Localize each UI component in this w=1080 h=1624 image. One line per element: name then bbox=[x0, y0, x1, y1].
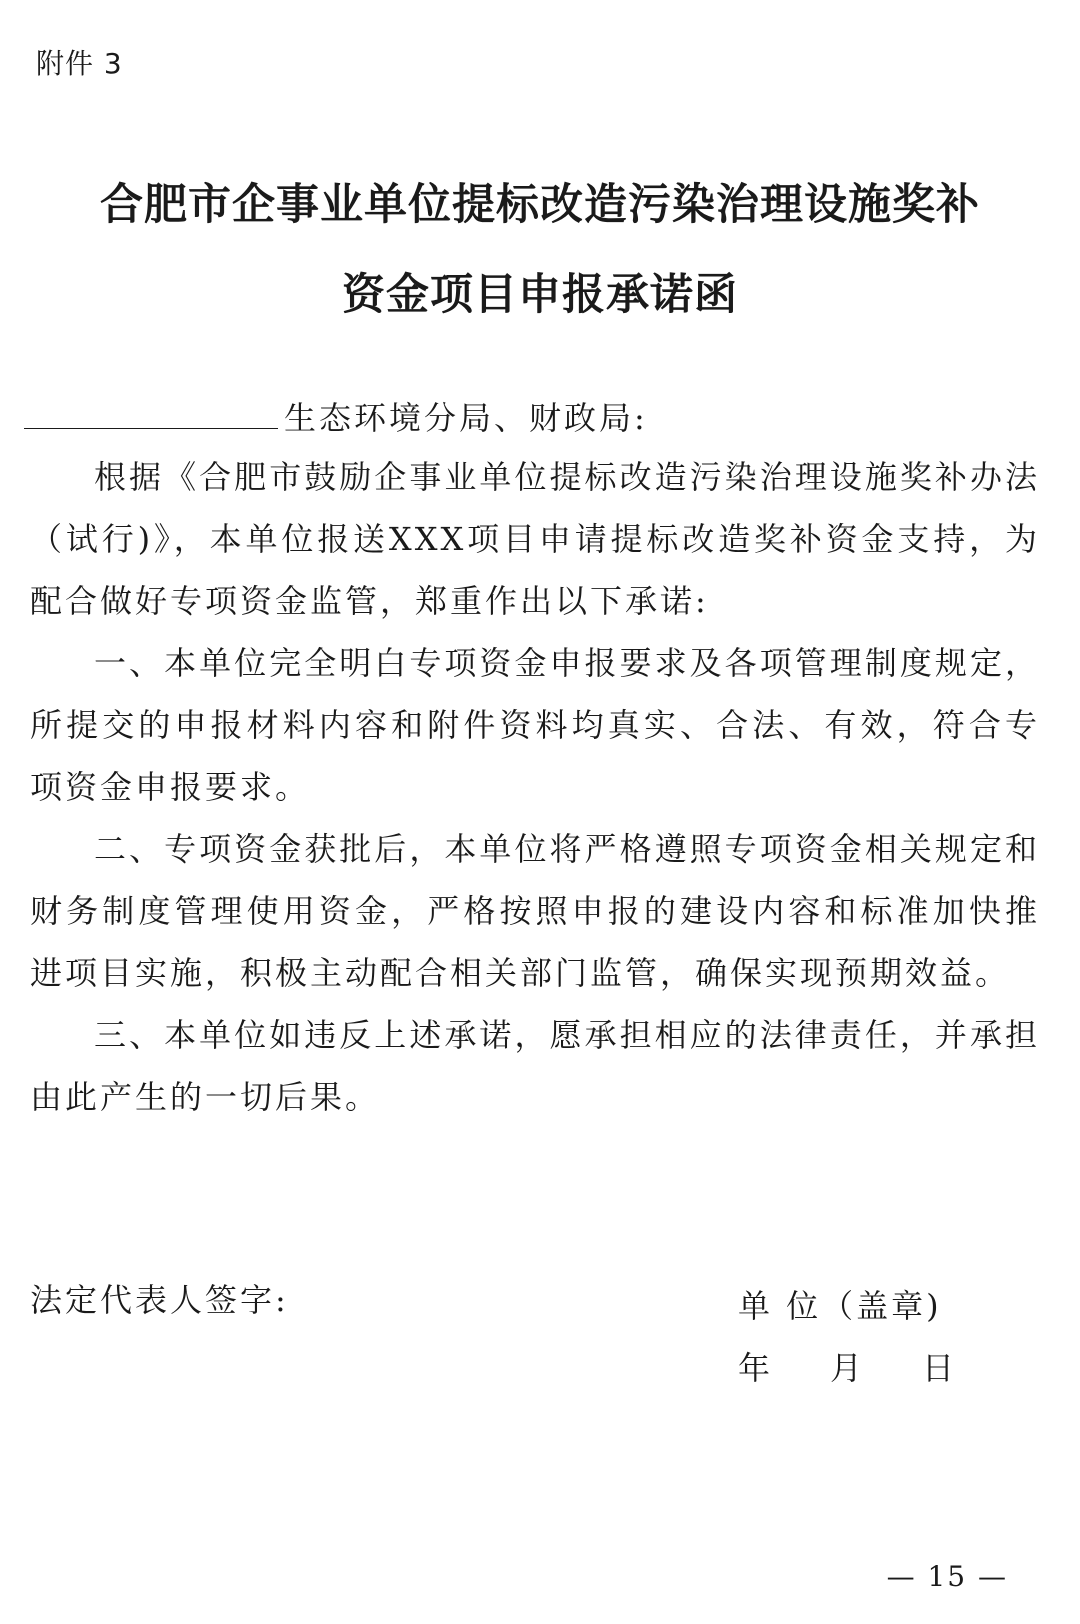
title-line-2: 资金项目申报承诺函 bbox=[342, 270, 738, 320]
attachment-label: 附件 3 bbox=[36, 47, 123, 80]
paragraph-commitment-3: 三、本单位如违反上述承诺，愿承担相应的法律责任，并承担由此产生的一切后果。 bbox=[30, 1016, 1040, 1116]
addressee-blank bbox=[24, 392, 278, 429]
date-year: 年 bbox=[738, 1349, 774, 1387]
unit-seal-label: 单 位（盖章) bbox=[738, 1287, 942, 1325]
body-text bbox=[30, 446, 1040, 1128]
legal-rep-signature-label: 法定代表人签字: bbox=[30, 1281, 289, 1319]
unit-seal-block bbox=[738, 1275, 957, 1399]
title-line-1: 合肥市企事业单位提标改造污染治理设施奖补 bbox=[100, 180, 980, 230]
page-number: — 15 — bbox=[886, 1560, 1008, 1593]
date-row bbox=[738, 1337, 957, 1399]
paragraph-intro: 根据《合肥市鼓励企事业单位提标改造污染治理设施奖补办法（试行)》，本单位报送XXX项目申请提标改造奖补资金支持，为配合做好专项资金监管，郑重作出以下承诺: bbox=[30, 458, 1040, 620]
addressee-line bbox=[24, 392, 1034, 443]
paragraph-commitment-2: 二、专项资金获批后，本单位将严格遵照专项资金相关规定和财务制度管理使用资金，严格按照申报的建设内容和标准加快推进项目实施，积极主动配合相关部门监管，确保实现预期效益。 bbox=[30, 830, 1040, 992]
date-month: 月 bbox=[830, 1349, 866, 1387]
paragraph-commitment-1: 一、本单位完全明白专项资金申报要求及各项管理制度规定，所提交的申报材料内容和附件资料均真实、合法、有效，符合专项资金申报要求。 bbox=[30, 644, 1040, 806]
addressee-suffix: 生态环境分局、财政局: bbox=[284, 399, 648, 437]
date-day: 日 bbox=[922, 1349, 958, 1387]
document-title bbox=[0, 160, 1080, 340]
